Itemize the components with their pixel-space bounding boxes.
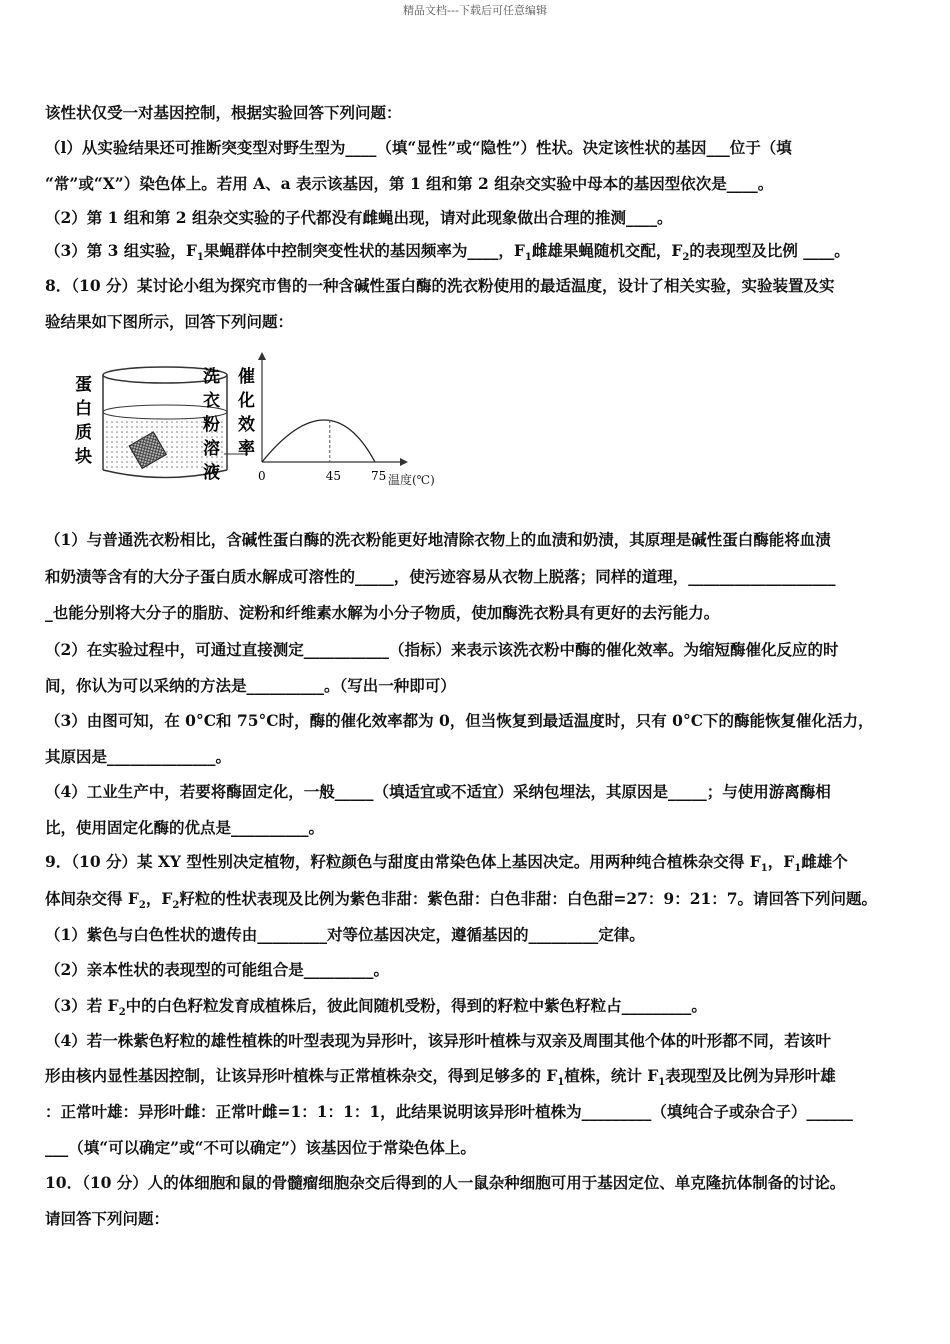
solution-label-char: 衣 [203, 391, 220, 411]
text-line: ___（填“可以确定”或“不可以确定”）该基因位于常染色体上。 [45, 1138, 476, 1157]
text-line: 和奶渍等含有的大分子蛋白质水解成可溶性的_____，使污迹容易从衣物上脱落；同样的道理，___________________ [45, 567, 836, 586]
x-tick-label: 45 [325, 469, 342, 483]
text-line: （4）若一株紫色籽粒的雄性植株的叶型表现为异形叶，该异形叶植株与双亲及周围其他个体的叶形都不同，若该叶 [45, 1031, 831, 1050]
text-line: ：正常叶雄：异形叶雌：正常叶雌=1：1：1：1，此结果说明该异形叶植株为_________（填纯合子或杂合子）______ [45, 1102, 853, 1121]
x-tick-label: 75 [371, 469, 387, 483]
y-label-char: 催 [238, 367, 255, 387]
text-line: 8．（10 分）某讨论小组为探究市售的一种含碱性蛋白酶的洗衣粉使用的最适温度，设计了相关实验，实验装置及实 [45, 276, 835, 295]
text-line: “常”或“X”）染色体上。若用 A、a 表示该基因，第 1 组和第 2 组杂交实验中母本的基因型依次是____。 [45, 174, 774, 193]
text-line: （2）第 1 组和第 2 组杂交实验的子代都没有雌蝇出现，请对此现象做出合理的推测____。 [45, 208, 673, 227]
x-tick-label: 0 [258, 469, 266, 483]
solution-label-char: 洗 [203, 367, 220, 387]
experiment-figure [70, 350, 460, 500]
text-line: （4）工业生产中，若要将酶固定化，一般_____（填适宜或不适宜）采纳包埋法，其原因是_____；与使用游离酶相 [45, 782, 831, 801]
text-line: 验结果如下图所示，回答下列问题： [45, 312, 294, 331]
solution-label [202, 366, 220, 483]
text-line: （1）紫色与白色性状的遗传由_________对等位基因决定，遵循基因的_________定律。 [45, 925, 645, 944]
text-line: 形由核内显性基因控制，让该异形叶植株与正常植株杂交，得到足够多的 $F_1$植株，统计 $F_1$表现型及比例为异形叶雄 [45, 1066, 836, 1089]
text-line: （2）在实验过程中，可通过直接测定___________（指标）来表示该洗衣粉中酶的催化效率。为缩短酶催化反应的时 [45, 640, 839, 659]
y-label-char: 率 [238, 439, 255, 459]
text-line: 比，使用固定化酶的优点是__________。 [45, 818, 325, 837]
text-line: （3）第 3 组实验，$F_1$果蝇群体中控制突变性状的基因频率为____，$F_1$雌雄果蝇随机交配，$F_2$的表现型及比例 ____。 [45, 241, 850, 264]
beaker-label-char: 蛋 [75, 375, 92, 395]
beaker-label-char: 质 [75, 423, 92, 443]
text-line: 间，你认为可以采纳的方法是__________。（写出一种即可） [45, 676, 456, 695]
text-line: （3）由图可知，在 0°C和 75°C时，酶的催化效率都为 0，但当恢复到最适温度时，只有 0°C下的酶能恢复催化活力， [45, 711, 874, 730]
text-line: 9．（10 分）某 XY 型性别决定植物，籽粒颜色与甜度由常染色体上基因决定。用两种纯合植株杂交得 $F_1$，$F_1$雌雄个 [45, 852, 848, 875]
solution-label-char: 液 [203, 463, 220, 483]
beaker-label-char: 白 [75, 399, 92, 419]
x-axis-label: 温度(℃) [388, 473, 435, 487]
text-line: （3）若 $F_2$中的白色籽粒发育成植株后，彼此间随机受粉，得到的籽粒中紫色籽粒占_________。 [45, 996, 707, 1019]
text-line: 其原因是______________。 [45, 747, 232, 766]
y-label-char: 化 [238, 391, 255, 411]
text-line: _也能分别将大分子的脂肪、淀粉和纤维素水解为小分子物质，使加酶洗衣粉具有更好的去污能力。 [45, 603, 720, 622]
text-line: 请回答下列问题： [45, 1209, 170, 1228]
y-axis-label [237, 366, 255, 459]
text-line: 该性状仅受一对基因控制，根据实验回答下列问题： [45, 103, 402, 122]
text-line: （2）亲本性状的表现型的可能组合是_________。 [45, 960, 390, 979]
page-header: 精品文档---下载后可任意编辑 [403, 4, 547, 17]
text-line: （1）与普通洗衣粉相比，含碱性蛋白酶的洗衣粉能更好地清除衣物上的血渍和奶渍，其原理是碱性蛋白酶能将血渍 [45, 530, 831, 549]
y-label-char: 效 [238, 415, 255, 435]
efficiency-curve [262, 420, 375, 462]
x-tick-labels [258, 469, 386, 483]
beaker-label [75, 374, 92, 467]
text-line: 体间杂交得 $F_2$，$F_2$籽粒的性状表现及比例为紫色非甜：紫色甜：白色非甜：白色甜=27：9：21：7。请回答下列问题。 [45, 889, 878, 912]
beaker [103, 367, 248, 478]
solution-label-char: 溶 [203, 439, 220, 459]
beaker-label-char: 块 [75, 447, 92, 467]
text-line: 10．（10 分）人的体细胞和鼠的骨髓瘤细胞杂交后得到的人一鼠杂种细胞可用于基因定位、单克隆抗体制备的讨论。 [45, 1173, 846, 1192]
solution-label-char: 粉 [203, 415, 220, 435]
text-line: （l）从实验结果还可推断突变型对野生型为____（填“显性”或“隐性”）性状。决定该性状的基因___位于（填 [45, 138, 792, 157]
